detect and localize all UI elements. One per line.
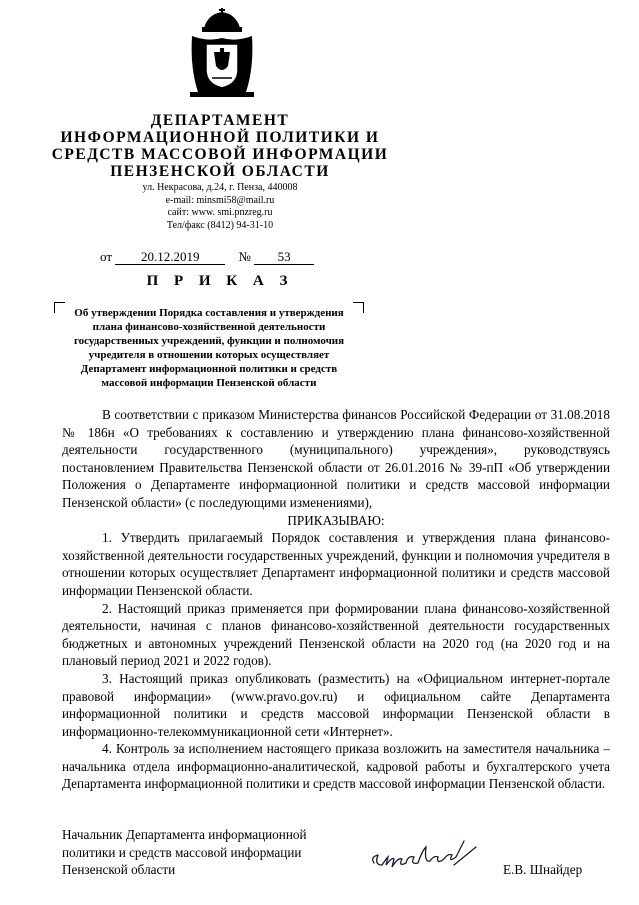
body-item: 2. Настоящий приказ применяется при формировании плана финансово-хозяйственной деятельности, начиная с планов финансово-хозяйственной деятельности государственных бюджетных и автономных учреждений Пензенской области на 2020 год (на 2020 год и на плановый период 2021 и 2022 годов). bbox=[62, 600, 610, 669]
dept-line: ИНФОРМАЦИОННОЙ ПОЛИТИКИ И bbox=[60, 129, 380, 146]
body-item: 1. Утвердить прилагаемый Порядок составления и утверждения плана финансово-хозяйственной деятельности государственных учреждений, функции и полномочия учредителя в отношении которых осуществляет Департамент информационной политики и средств массовой информации Пензенской области. bbox=[62, 530, 610, 598]
handwritten-signature bbox=[368, 835, 478, 881]
coat-of-arms-emblem bbox=[186, 8, 258, 98]
position-line: Пензенской области bbox=[62, 862, 176, 878]
dept-line: СРЕДСТВ МАССОВОЙ ИНФОРМАЦИИ bbox=[51, 146, 389, 163]
phone-line: Тел/факс (8412) 94-31-10 bbox=[166, 219, 274, 231]
subject-line: массовой информации Пензенской области bbox=[101, 377, 317, 389]
order-subject bbox=[60, 306, 358, 390]
order-date: 20.12.2019 bbox=[115, 250, 225, 265]
from-label: от bbox=[100, 249, 113, 264]
subject-line: Об утверждении Порядка составления и утверждения bbox=[74, 307, 344, 319]
corner-mark bbox=[54, 302, 65, 313]
body-item: 3. Настоящий приказ опубликовать (разместить) на «Официальном интернет-портале правовой информации» (www.pravo.gov.ru) и официальном сайте Департамента информационной политики и средств массовой информации Пензенской области в информационно-телекоммуникационной сети «Интернет». bbox=[62, 670, 610, 739]
document-body bbox=[62, 406, 610, 793]
position-line: политики и средств массовой информации bbox=[62, 844, 302, 860]
signatory-position bbox=[62, 826, 352, 879]
address-block bbox=[40, 182, 400, 232]
subject-line: государственных учреждений, функции и полномочия bbox=[73, 335, 345, 347]
document-title: П Р И К А З bbox=[146, 273, 294, 289]
order-number: 53 bbox=[254, 250, 314, 265]
department-name bbox=[40, 112, 400, 180]
address-line: ул. Некрасова, д.24, г. Пенза, 440008 bbox=[142, 182, 298, 193]
body-item: 4. Контроль за исполнением настоящего приказа возложить на заместителя начальника – начальника отдела информационно-аналитической, кадровой работы и бухгалтерского учета Департамента информационной политики и средств массовой информации Пензенской области. bbox=[62, 741, 610, 792]
directive-heading: ПРИКАЗЫВАЮ: bbox=[287, 512, 385, 528]
position-line: Начальник Департамента информационной bbox=[62, 827, 307, 842]
corner-mark bbox=[353, 302, 364, 313]
order-date-number bbox=[100, 249, 314, 265]
website-line: сайт: www. smi.pnzreg.ru bbox=[167, 207, 273, 218]
subject-line: учредителя в отношении которых осуществляет bbox=[88, 349, 330, 361]
dept-line: ДЕПАРТАМЕНТ bbox=[150, 112, 290, 129]
number-label: № bbox=[238, 249, 251, 264]
email-line: e-mail: minsmi58@mail.ru bbox=[165, 194, 275, 206]
subject-line: Департамент информационной политики и средств bbox=[80, 363, 338, 375]
subject-line: плана финансово-хозяйственной деятельности bbox=[92, 321, 326, 333]
signatory-name: Е.В. Шнайдер bbox=[503, 862, 583, 877]
dept-line: ПЕНЗЕНСКОЙ ОБЛАСТИ bbox=[110, 163, 330, 180]
preamble-paragraph: В соответствии с приказом Министерства финансов Российской Федерации от 31.08.2018 № 186н «О требованиях к составлению и утверждению плана финансово-хозяйственной деятельности государственного (муниципального) учреждения», руководствуясь постановлением Правительства Пензенской области от 26.01.2016 № 39-пП «Об утверждении Положения о Департаменте информационной политики и средств массовой информации Пензенской области» (с последующими изменениями), bbox=[62, 407, 610, 510]
